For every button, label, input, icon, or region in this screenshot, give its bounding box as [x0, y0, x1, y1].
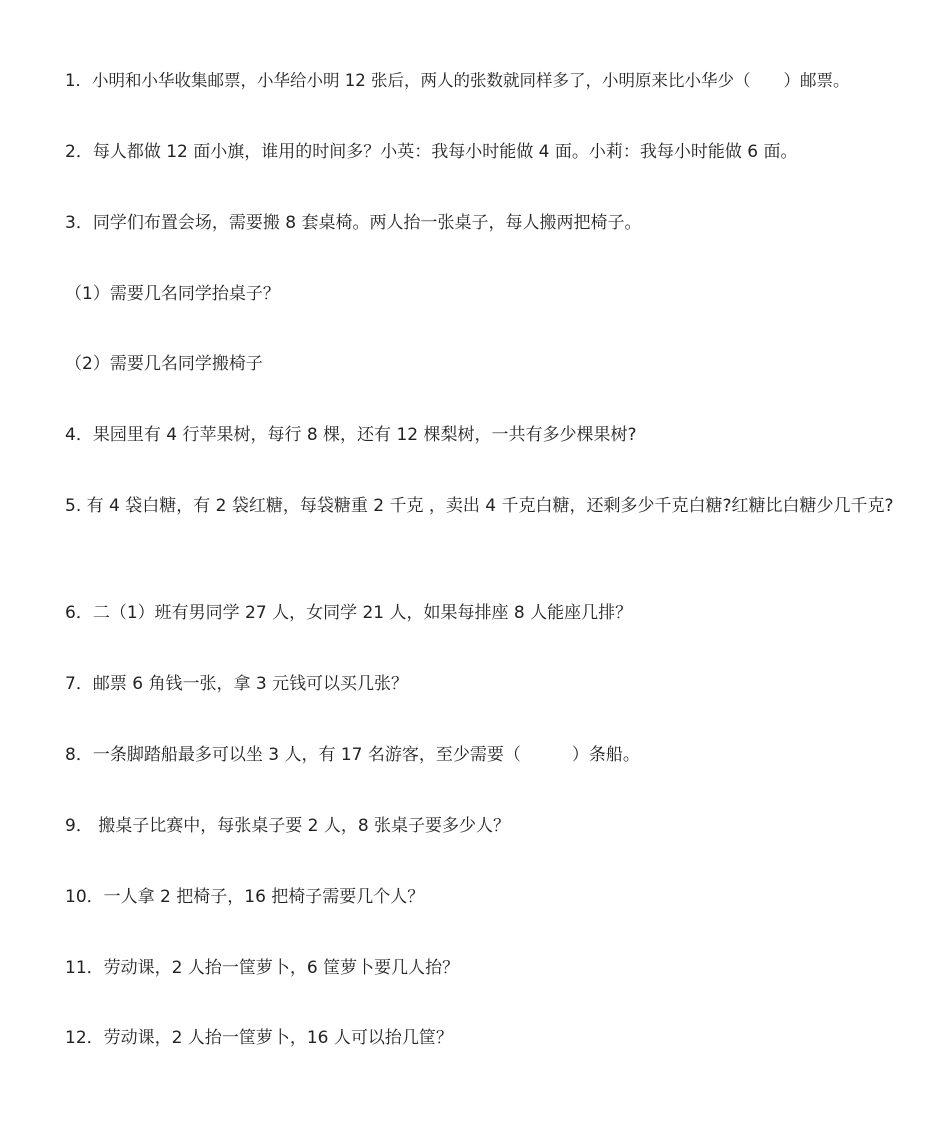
question-3-part-1: （1）需要几名同学抬桌子？ [65, 284, 280, 304]
question-2: 2．每人都做 12 面小旗，谁用的时间多？小英：我每小时能做 4 面。小莉：我每小时能做 6 面。 [65, 142, 798, 162]
question-4: 4．果园里有 4 行苹果树，每行 8 棵，还有 12 棵梨树，一共有多少棵果树? [65, 425, 637, 445]
question-1: 1．小明和小华收集邮票，小华给小明 12 张后，两人的张数就同样多了，小明原来比小华少（ ）邮票。 [65, 71, 850, 90]
question-11: 11．劳动课，2 人抬一筐萝卜，6 筐萝卜要几人抬？ [65, 958, 460, 978]
question-10: 10．一人拿 2 把椅子，16 把椅子需要几个人？ [65, 887, 425, 907]
question-6: 6．二（1）班有男同学 27 人，女同学 21 人，如果每排座 8 人能座几排？ [65, 603, 633, 623]
question-3-part-2: （2）需要几名同学搬椅子 [65, 354, 263, 374]
question-7: 7．邮票 6 角钱一张，拿 3 元钱可以买几张？ [65, 674, 409, 694]
question-8: 8．一条脚踏船最多可以坐 3 人，有 17 名游客，至少需要（ ）条船。 [65, 745, 640, 765]
question-5: 5. 有 4 袋白糖，有 2 袋红糖，每袋糖重 2 千克 ，卖出 4 千克白糖，还剩多少千克白糖?红糖比白糖少几千克? [65, 496, 894, 516]
question-3: 3．同学们布置会场，需要搬 8 套桌椅。两人抬一张桌子，每人搬两把椅子。 [65, 213, 642, 233]
question-9: 9． 搬桌子比赛中，每张桌子要 2 人，8 张桌子要多少人？ [65, 816, 511, 836]
question-12: 12．劳动课，2 人抬一筐萝卜，16 人可以抬几筐？ [65, 1028, 453, 1048]
